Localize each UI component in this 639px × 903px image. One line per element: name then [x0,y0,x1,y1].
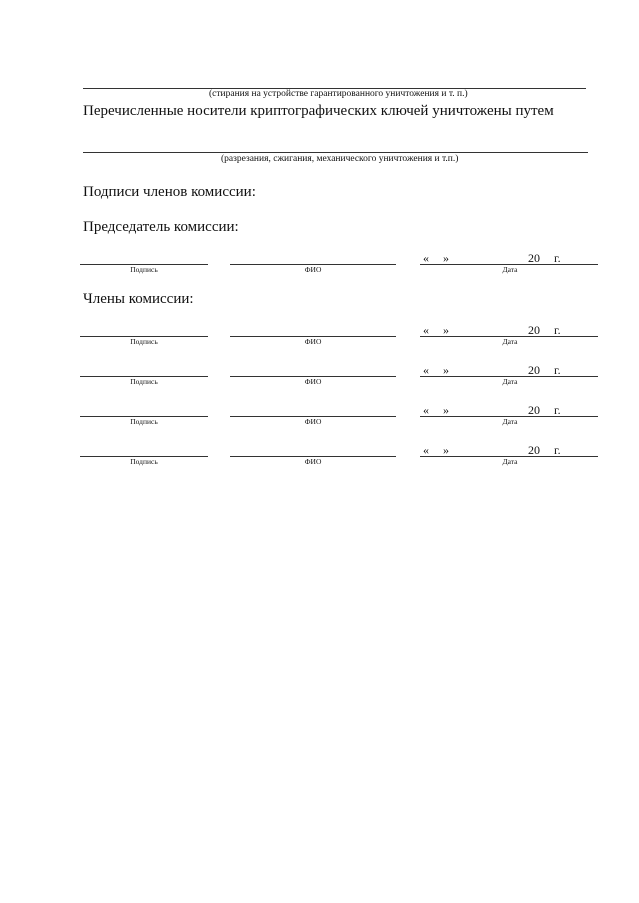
date-century: 20 [528,403,540,417]
date-open-quote: « [423,443,429,457]
destroyed-statement: Перечисленные носители криптографических ключей уничтожены путем [83,103,554,119]
date-close-quote: » [443,443,449,457]
date-label: Дата [502,417,518,426]
date-close-quote: » [443,323,449,337]
signature-label: Подпись [130,417,158,426]
members-heading: Члены комиссии: [83,291,194,307]
signature-label: Подпись [130,337,158,346]
date-year-suffix: г. [554,323,561,337]
erase-method-caption: (стирания на устройстве гарантированного уничтожения и т. п.) [209,89,468,99]
name-label: ФИО [304,417,322,426]
signature-label: Подпись [130,265,158,274]
date-label: Дата [502,265,518,274]
date-year-suffix: г. [554,403,561,417]
name-label: ФИО [304,377,322,386]
date-year-suffix: г. [554,251,561,265]
date-close-quote: » [443,363,449,377]
name-label: ФИО [304,265,322,274]
name-label: ФИО [304,457,322,466]
date-open-quote: « [423,403,429,417]
date-open-quote: « [423,323,429,337]
destruction-method-line [83,152,588,153]
date-century: 20 [528,323,540,337]
date-close-quote: » [443,403,449,417]
signature-label: Подпись [130,457,158,466]
date-century: 20 [528,251,540,265]
date-century: 20 [528,363,540,377]
signature-label: Подпись [130,377,158,386]
date-open-quote: « [423,363,429,377]
date-label: Дата [502,337,518,346]
date-close-quote: » [443,251,449,265]
date-label: Дата [502,457,518,466]
date-century: 20 [528,443,540,457]
chairman-heading: Председатель комиссии: [83,219,239,235]
date-open-quote: « [423,251,429,265]
name-label: ФИО [304,337,322,346]
signatures-heading: Подписи членов комиссии: [83,184,256,200]
date-year-suffix: г. [554,443,561,457]
date-year-suffix: г. [554,363,561,377]
destruction-method-caption: (разрезания, сжигания, механического уничтожения и т.п.) [221,154,459,164]
date-label: Дата [502,377,518,386]
